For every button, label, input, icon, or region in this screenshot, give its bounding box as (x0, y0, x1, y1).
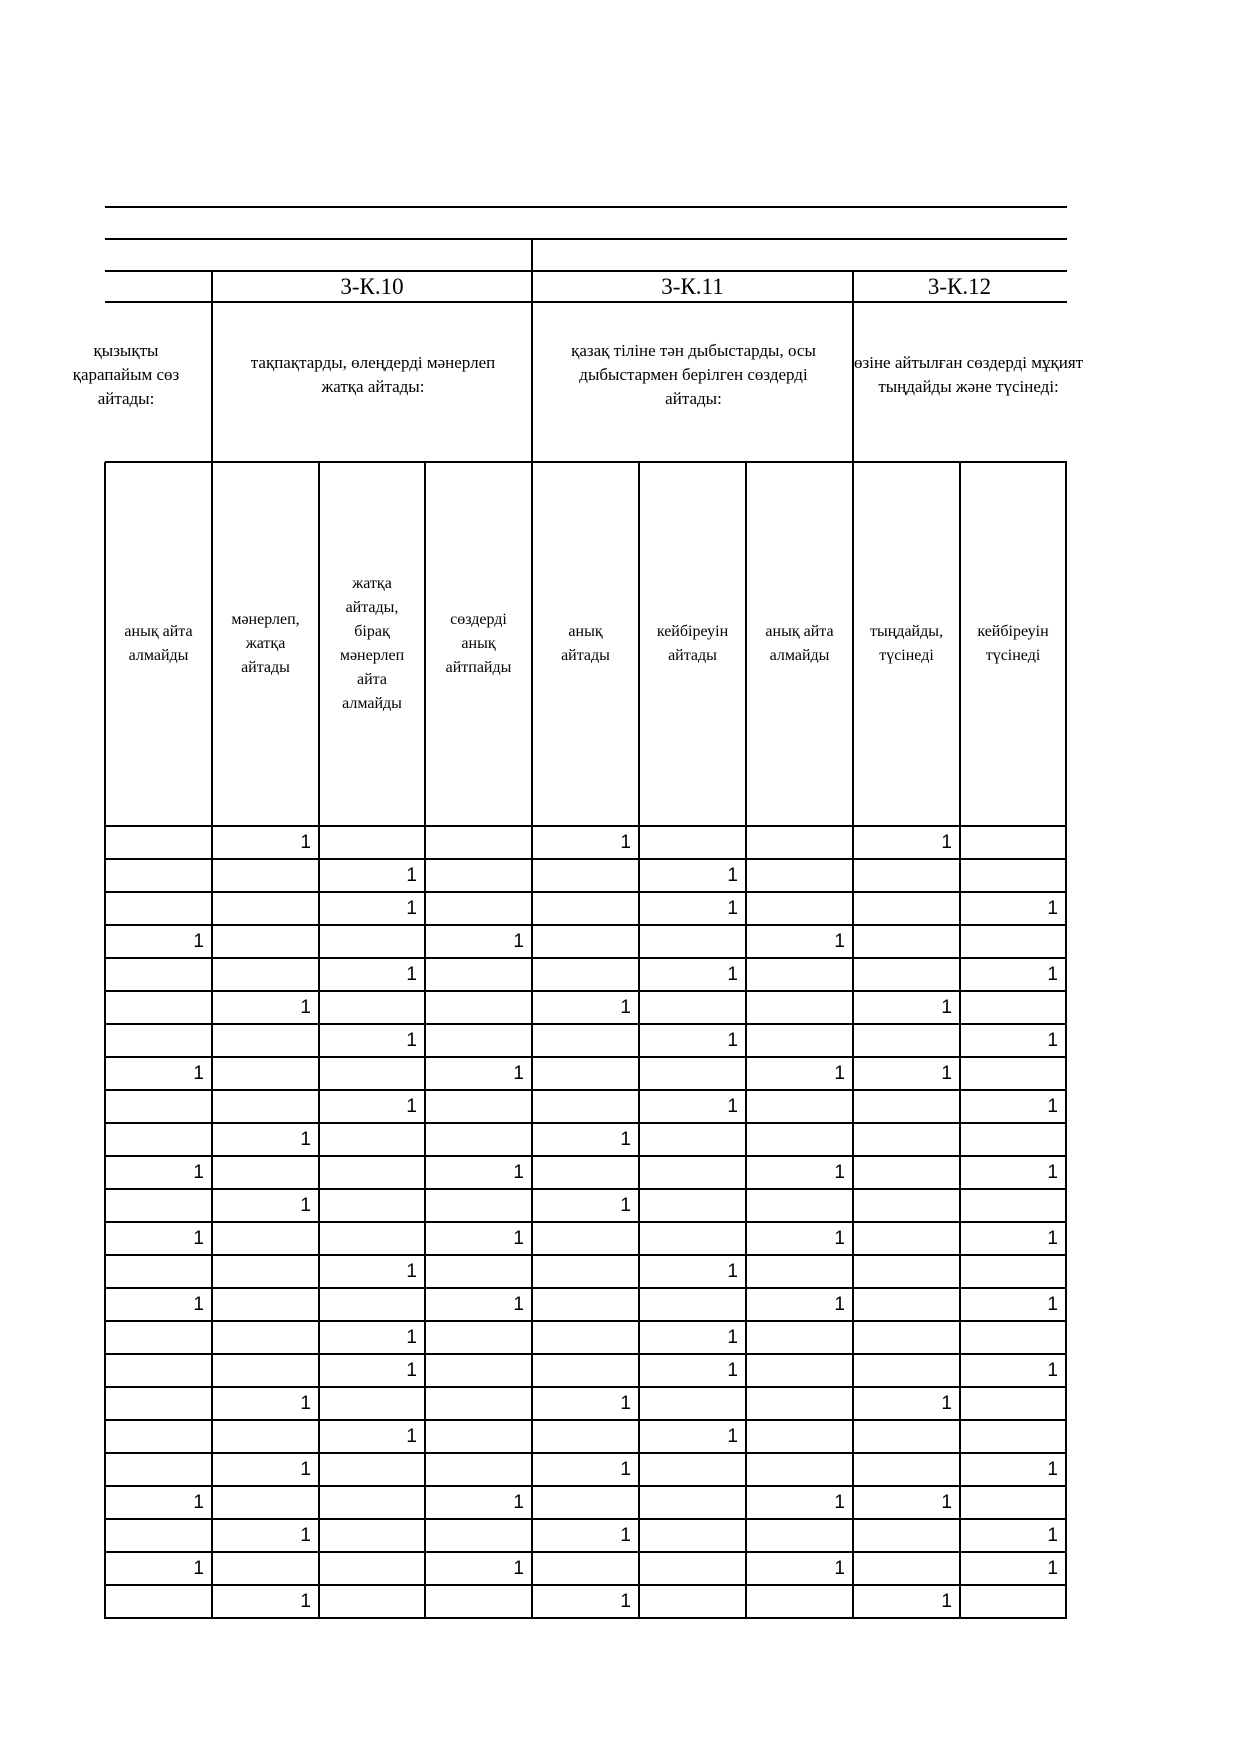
table-cell (212, 1354, 311, 1387)
table-cell (105, 1255, 204, 1288)
table-cell: 1 (620, 1195, 631, 1216)
table-cell (425, 991, 524, 1024)
table-cell (532, 1552, 631, 1585)
table-cell (319, 991, 417, 1024)
table-cell (105, 1024, 204, 1057)
table-cell (639, 1453, 738, 1486)
table-cell (853, 1420, 952, 1453)
table-cell: 1 (834, 1492, 845, 1513)
table-cell (425, 1255, 524, 1288)
table-cell: 1 (300, 997, 311, 1018)
table-cell (105, 991, 204, 1024)
table-cell: 1 (406, 964, 417, 985)
table-cell (212, 859, 311, 892)
grid-line-vertical (531, 239, 533, 272)
criterion-code: 3-К.11 (661, 273, 724, 299)
table-cell: 1 (193, 1558, 204, 1579)
table-cell: 1 (513, 1492, 524, 1513)
table-cell: 1 (406, 898, 417, 919)
column-header: кейбіреуін айтады (656, 623, 729, 664)
table-cell: 1 (1047, 964, 1058, 985)
table-cell (105, 1090, 204, 1123)
table-cell (319, 1453, 417, 1486)
table-cell (105, 1420, 204, 1453)
criterion-description-cell (533, 302, 852, 462)
table-cell (639, 1222, 738, 1255)
table-cell: 1 (1047, 1162, 1058, 1183)
table-cell: 1 (1047, 1096, 1058, 1117)
table-cell: 1 (406, 1030, 417, 1051)
criterion-description: қызықты қарапайым сөз айтады: (72, 341, 180, 408)
table-cell (532, 1321, 631, 1354)
table-cell (425, 1024, 524, 1057)
table-cell: 1 (727, 898, 738, 919)
table-cell (746, 1585, 845, 1618)
table-cell: 1 (941, 1591, 952, 1612)
table-cell (853, 1222, 952, 1255)
table-cell (425, 1123, 524, 1156)
table-cell (960, 1189, 1058, 1222)
table-cell: 1 (727, 1096, 738, 1117)
table-cell: 1 (1047, 898, 1058, 919)
table-cell (105, 1519, 204, 1552)
criterion-code: 3-К.10 (340, 273, 404, 299)
table-cell (746, 991, 845, 1024)
table-cell (319, 1486, 417, 1519)
table-cell (105, 1453, 204, 1486)
table-cell (532, 1255, 631, 1288)
table-cell (853, 1123, 952, 1156)
table-cell (960, 1255, 1058, 1288)
table-cell (319, 1123, 417, 1156)
column-header: тыңдайды, түсінеді (870, 623, 943, 664)
table-cell (853, 1519, 952, 1552)
table-cell: 1 (834, 1558, 845, 1579)
table-cell (639, 1189, 738, 1222)
table-cell (212, 1090, 311, 1123)
table-cell (532, 1354, 631, 1387)
table-cell (960, 826, 1058, 859)
table-cell: 1 (941, 1492, 952, 1513)
table-cell (425, 958, 524, 991)
table-cell: 1 (727, 1426, 738, 1447)
table-cell: 1 (834, 1228, 845, 1249)
table-cell (746, 1420, 845, 1453)
table-cell (746, 1024, 845, 1057)
table-cell (532, 1090, 631, 1123)
table-cell: 1 (620, 1591, 631, 1612)
table-cell (319, 1585, 417, 1618)
table-cell (105, 826, 204, 859)
grid-line-horizontal (105, 206, 1067, 208)
table-cell (319, 925, 417, 958)
table-cell: 1 (1047, 1294, 1058, 1315)
table-cell (105, 1321, 204, 1354)
table-cell (105, 1123, 204, 1156)
table-cell: 1 (300, 1393, 311, 1414)
table-cell (639, 1288, 738, 1321)
table-cell (532, 1057, 631, 1090)
table-cell (960, 1585, 1058, 1618)
table-cell: 1 (193, 1492, 204, 1513)
table-cell (212, 925, 311, 958)
column-header: кейбіреуін түсінеді (977, 623, 1049, 664)
table-cell (746, 1453, 845, 1486)
table-cell: 1 (406, 1327, 417, 1348)
table-cell (105, 1585, 204, 1618)
table-cell (853, 1552, 952, 1585)
table-cell (212, 892, 311, 925)
table-cell: 1 (513, 1063, 524, 1084)
column-header: жатқа айтады, бірақ мәнерлеп айта алмайды (339, 575, 405, 712)
table-cell (746, 1387, 845, 1420)
table-cell: 1 (834, 1294, 845, 1315)
table-cell (425, 1354, 524, 1387)
table-cell (960, 1387, 1058, 1420)
table-cell (425, 892, 524, 925)
table-cell: 1 (1047, 1228, 1058, 1249)
table-cell (105, 1387, 204, 1420)
table-cell: 1 (1047, 1360, 1058, 1381)
table-cell (212, 1024, 311, 1057)
criterion-code: 3-К.12 (927, 273, 992, 299)
table-cell: 1 (620, 1459, 631, 1480)
table-cell (960, 1420, 1058, 1453)
table-cell (532, 1486, 631, 1519)
table-cell (853, 1321, 952, 1354)
table-cell (532, 1222, 631, 1255)
criterion-description-cell (213, 302, 531, 462)
table-cell: 1 (834, 931, 845, 952)
table-cell (425, 1585, 524, 1618)
table-cell (105, 958, 204, 991)
table-cell: 1 (727, 964, 738, 985)
grid-line-vertical (1065, 462, 1067, 1619)
table-cell (319, 1057, 417, 1090)
table-cell (639, 1519, 738, 1552)
table-cell (425, 1519, 524, 1552)
table-cell: 1 (941, 997, 952, 1018)
table-cell (639, 1585, 738, 1618)
criterion-description: қазақ тіліне тән дыбыстарды, осы дыбыстармен берілген сөздерді айтады: (571, 341, 816, 408)
table-cell: 1 (300, 1195, 311, 1216)
column-header: анық айтады (561, 623, 610, 664)
table-cell: 1 (727, 1360, 738, 1381)
table-cell (532, 859, 631, 892)
table-cell (639, 925, 738, 958)
column-header: анық айта алмайды (124, 623, 193, 664)
table-cell (853, 1024, 952, 1057)
table-cell: 1 (727, 1030, 738, 1051)
table-cell: 1 (727, 1327, 738, 1348)
table-cell (639, 1057, 738, 1090)
table-cell: 1 (300, 1525, 311, 1546)
criterion-description: тақпақтарды, өлеңдерді мәнерлеп жатқа айтады: (250, 353, 496, 396)
table-cell (105, 1189, 204, 1222)
table-cell (960, 991, 1058, 1024)
table-cell: 1 (193, 1162, 204, 1183)
table-cell: 1 (620, 1525, 631, 1546)
table-cell: 1 (620, 1129, 631, 1150)
table-cell (212, 1552, 311, 1585)
table-cell (746, 826, 845, 859)
table-cell (425, 1420, 524, 1453)
table-cell: 1 (620, 832, 631, 853)
grid-line-horizontal (105, 238, 1067, 240)
table-cell (212, 1321, 311, 1354)
table-cell (532, 1024, 631, 1057)
table-cell (425, 826, 524, 859)
table-cell: 1 (1047, 1459, 1058, 1480)
table-cell: 1 (941, 1393, 952, 1414)
table-cell (853, 1189, 952, 1222)
table-cell (853, 1255, 952, 1288)
criterion-description: өзіне айтылған сөздерді мұқият тыңдайды және түсінеді: (854, 353, 1084, 396)
table-cell: 1 (620, 997, 631, 1018)
table-cell (212, 1420, 311, 1453)
table-cell: 1 (406, 865, 417, 886)
column-header: сөздерді анық айтпайды (445, 611, 512, 676)
table-cell: 1 (513, 931, 524, 952)
table-cell (639, 991, 738, 1024)
table-cell: 1 (1047, 1558, 1058, 1579)
table-cell (425, 1387, 524, 1420)
table-cell (532, 1156, 631, 1189)
table-cell (319, 1189, 417, 1222)
table-cell (746, 1519, 845, 1552)
table-cell (532, 1288, 631, 1321)
table-cell: 1 (300, 1459, 311, 1480)
table-cell (853, 1354, 952, 1387)
table-cell: 1 (1047, 1525, 1058, 1546)
table-cell (639, 1387, 738, 1420)
table-cell (212, 958, 311, 991)
criterion-description-cell (72, 302, 211, 462)
table-cell (212, 1057, 311, 1090)
criterion-description-cell (854, 302, 1084, 462)
table-cell (746, 1255, 845, 1288)
table-cell (639, 1552, 738, 1585)
table-cell (853, 1288, 952, 1321)
table-cell (212, 1156, 311, 1189)
table-cell (319, 1387, 417, 1420)
table-cell (853, 925, 952, 958)
table-cell: 1 (300, 832, 311, 853)
table-cell (746, 1321, 845, 1354)
table-cell (853, 958, 952, 991)
table-cell (212, 1255, 311, 1288)
table-cell (746, 859, 845, 892)
table-cell (425, 1090, 524, 1123)
table-cell (319, 826, 417, 859)
table-cell (425, 1453, 524, 1486)
table-cell: 1 (513, 1294, 524, 1315)
table-cell (853, 1156, 952, 1189)
table-cell (960, 1123, 1058, 1156)
table-cell (319, 1288, 417, 1321)
table-cell: 1 (193, 1294, 204, 1315)
table-cell (639, 826, 738, 859)
table-cell (746, 1354, 845, 1387)
criterion-code (105, 271, 212, 302)
table-cell: 1 (941, 1063, 952, 1084)
table-cell: 1 (300, 1591, 311, 1612)
table-cell: 1 (727, 865, 738, 886)
table-cell (425, 1321, 524, 1354)
table-cell (746, 1123, 845, 1156)
table-cell (212, 1288, 311, 1321)
table-cell (319, 1222, 417, 1255)
table-cell: 1 (406, 1360, 417, 1381)
table-cell (960, 925, 1058, 958)
table-cell (960, 1321, 1058, 1354)
column-header: мәнерлеп, жатқа айтады (231, 611, 300, 676)
table-cell (105, 859, 204, 892)
table-cell: 1 (406, 1096, 417, 1117)
table-cell (746, 1090, 845, 1123)
table-cell (960, 859, 1058, 892)
table-cell (746, 1189, 845, 1222)
table-cell (960, 1057, 1058, 1090)
table-cell (212, 1222, 311, 1255)
table-cell (746, 958, 845, 991)
table-cell (853, 859, 952, 892)
table-cell: 1 (406, 1426, 417, 1447)
table-cell: 1 (406, 1261, 417, 1282)
table-cell (532, 958, 631, 991)
table-cell (319, 1519, 417, 1552)
table-cell (212, 1486, 311, 1519)
table-cell (425, 1189, 524, 1222)
table-cell: 1 (193, 1063, 204, 1084)
table-cell (853, 892, 952, 925)
column-header: анық айта алмайды (765, 623, 834, 664)
table-cell (319, 1552, 417, 1585)
table-cell (105, 892, 204, 925)
table-cell (853, 1453, 952, 1486)
table-cell (639, 1486, 738, 1519)
table-cell (639, 1123, 738, 1156)
table-cell: 1 (620, 1393, 631, 1414)
table-cell (532, 925, 631, 958)
table-cell (105, 1354, 204, 1387)
table-cell (746, 892, 845, 925)
table-cell (960, 1486, 1058, 1519)
table-cell: 1 (513, 1558, 524, 1579)
table-cell: 1 (727, 1261, 738, 1282)
table-cell: 1 (1047, 1030, 1058, 1051)
table-cell (532, 1420, 631, 1453)
table-cell: 1 (834, 1063, 845, 1084)
table-cell: 1 (193, 1228, 204, 1249)
table-cell: 1 (193, 931, 204, 952)
table-cell: 1 (513, 1162, 524, 1183)
table-cell: 1 (834, 1162, 845, 1183)
table-cell (532, 892, 631, 925)
table-cell (853, 1090, 952, 1123)
table-cell (319, 1156, 417, 1189)
table-cell: 1 (513, 1228, 524, 1249)
table-cell: 1 (941, 832, 952, 853)
table-cell (639, 1156, 738, 1189)
table-cell: 1 (300, 1129, 311, 1150)
table-cell (425, 859, 524, 892)
